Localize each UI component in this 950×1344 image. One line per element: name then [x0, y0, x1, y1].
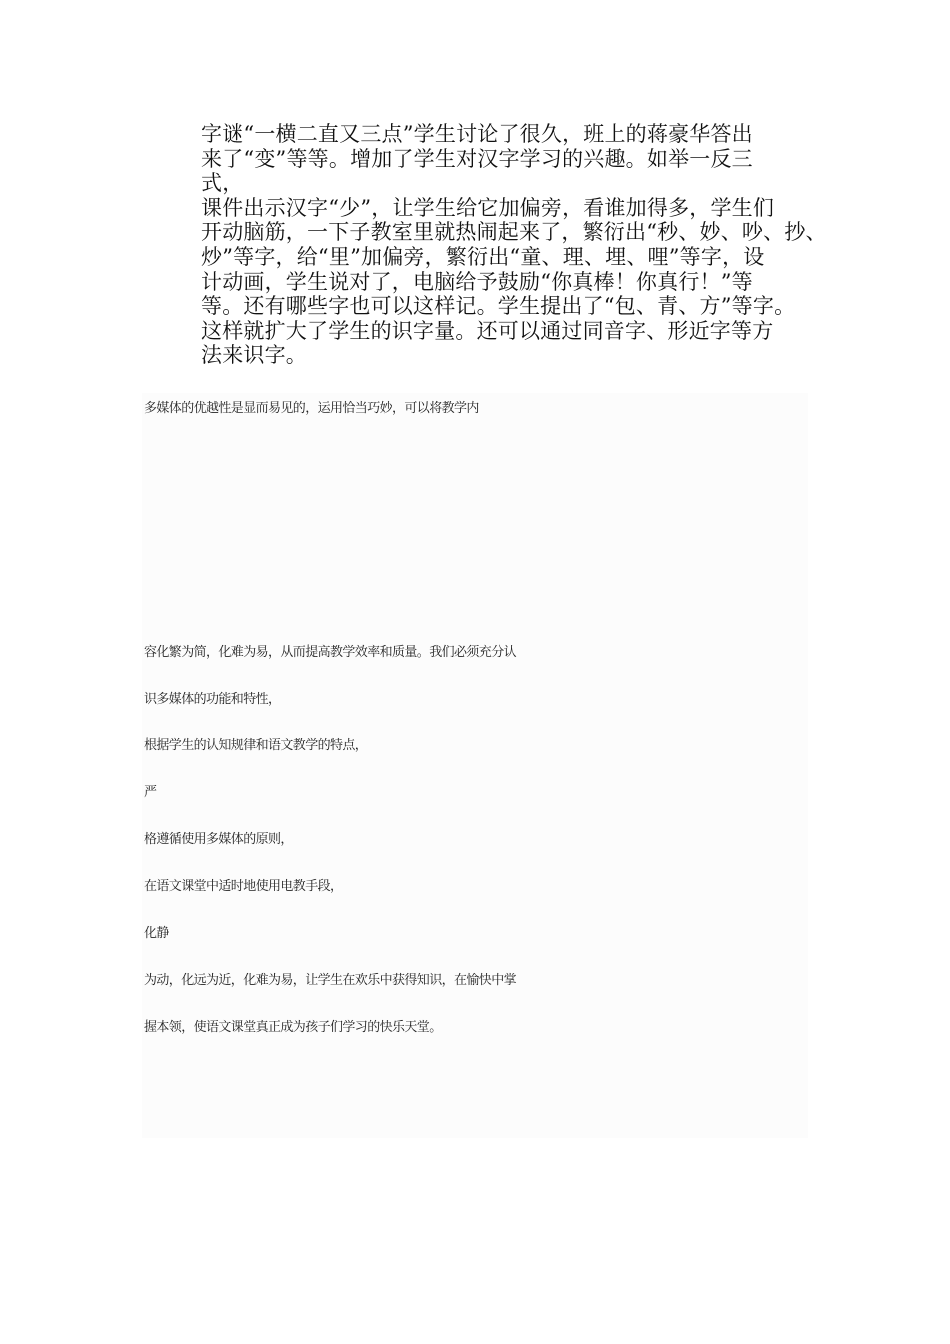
panel-text-line: 多媒体的优越性是显而易见的，运用恰当巧妙，可以将教学内: [144, 401, 479, 416]
paragraph-line: 开动脑筋，一下子教室里就热闹起来了，繁衍出“秒、妙、吵、抄、: [201, 220, 827, 245]
panel-text-line: 格遵循使用多媒体的原则，: [144, 832, 293, 847]
panel-text-line: 为动，化远为近，化难为易，让学生在欢乐中获得知识，在愉快中掌: [144, 973, 517, 988]
panel-text-line: 根据学生的认知规律和语文教学的特点，: [144, 738, 368, 753]
paragraph-line: 式，: [201, 171, 244, 196]
panel-text-line: 化静: [144, 926, 169, 941]
paragraph-line: 字谜“一横二直又三点”学生讨论了很久，班上的蒋豪华答出: [201, 122, 753, 146]
paragraph-line: 等。还有哪些字也可以这样记。学生提出了“包、青、方”等字。: [201, 294, 796, 319]
panel-text-line: 容化繁为简，化难为易，从而提高教学效率和质量。我们必须充分认: [144, 645, 517, 660]
paragraph-line: 这样就扩大了学生的识字量。还可以通过同音字、形近字等方: [201, 318, 774, 343]
paragraph-line: 炒”等字，给“里”加偏旁，繁衍出“童、理、埋、哩”等字，设: [201, 244, 765, 269]
panel-text-line: 握本领，使语文课堂真正成为孩子们学习的快乐天堂。: [144, 1020, 442, 1035]
panel-text-line: 识多媒体的功能和特性，: [144, 692, 281, 707]
panel-text-line: 严: [144, 785, 157, 800]
paragraph-line: 课件出示汉字“少”，让学生给它加偏旁，看谁加得多，学生们: [201, 195, 775, 220]
paragraph-line: 来了“变”等等。增加了学生对汉字学习的兴趣。如举一反三: [201, 146, 753, 171]
paragraph-line: 法来识字。: [201, 343, 307, 368]
panel-text-line: 在语文课堂中适时地使用电教手段，: [144, 879, 343, 894]
top-paragraph: [201, 122, 827, 368]
paragraph-line: 计动画，学生说对了，电脑给予鼓励“你真棒！你真行！”等: [201, 269, 753, 294]
